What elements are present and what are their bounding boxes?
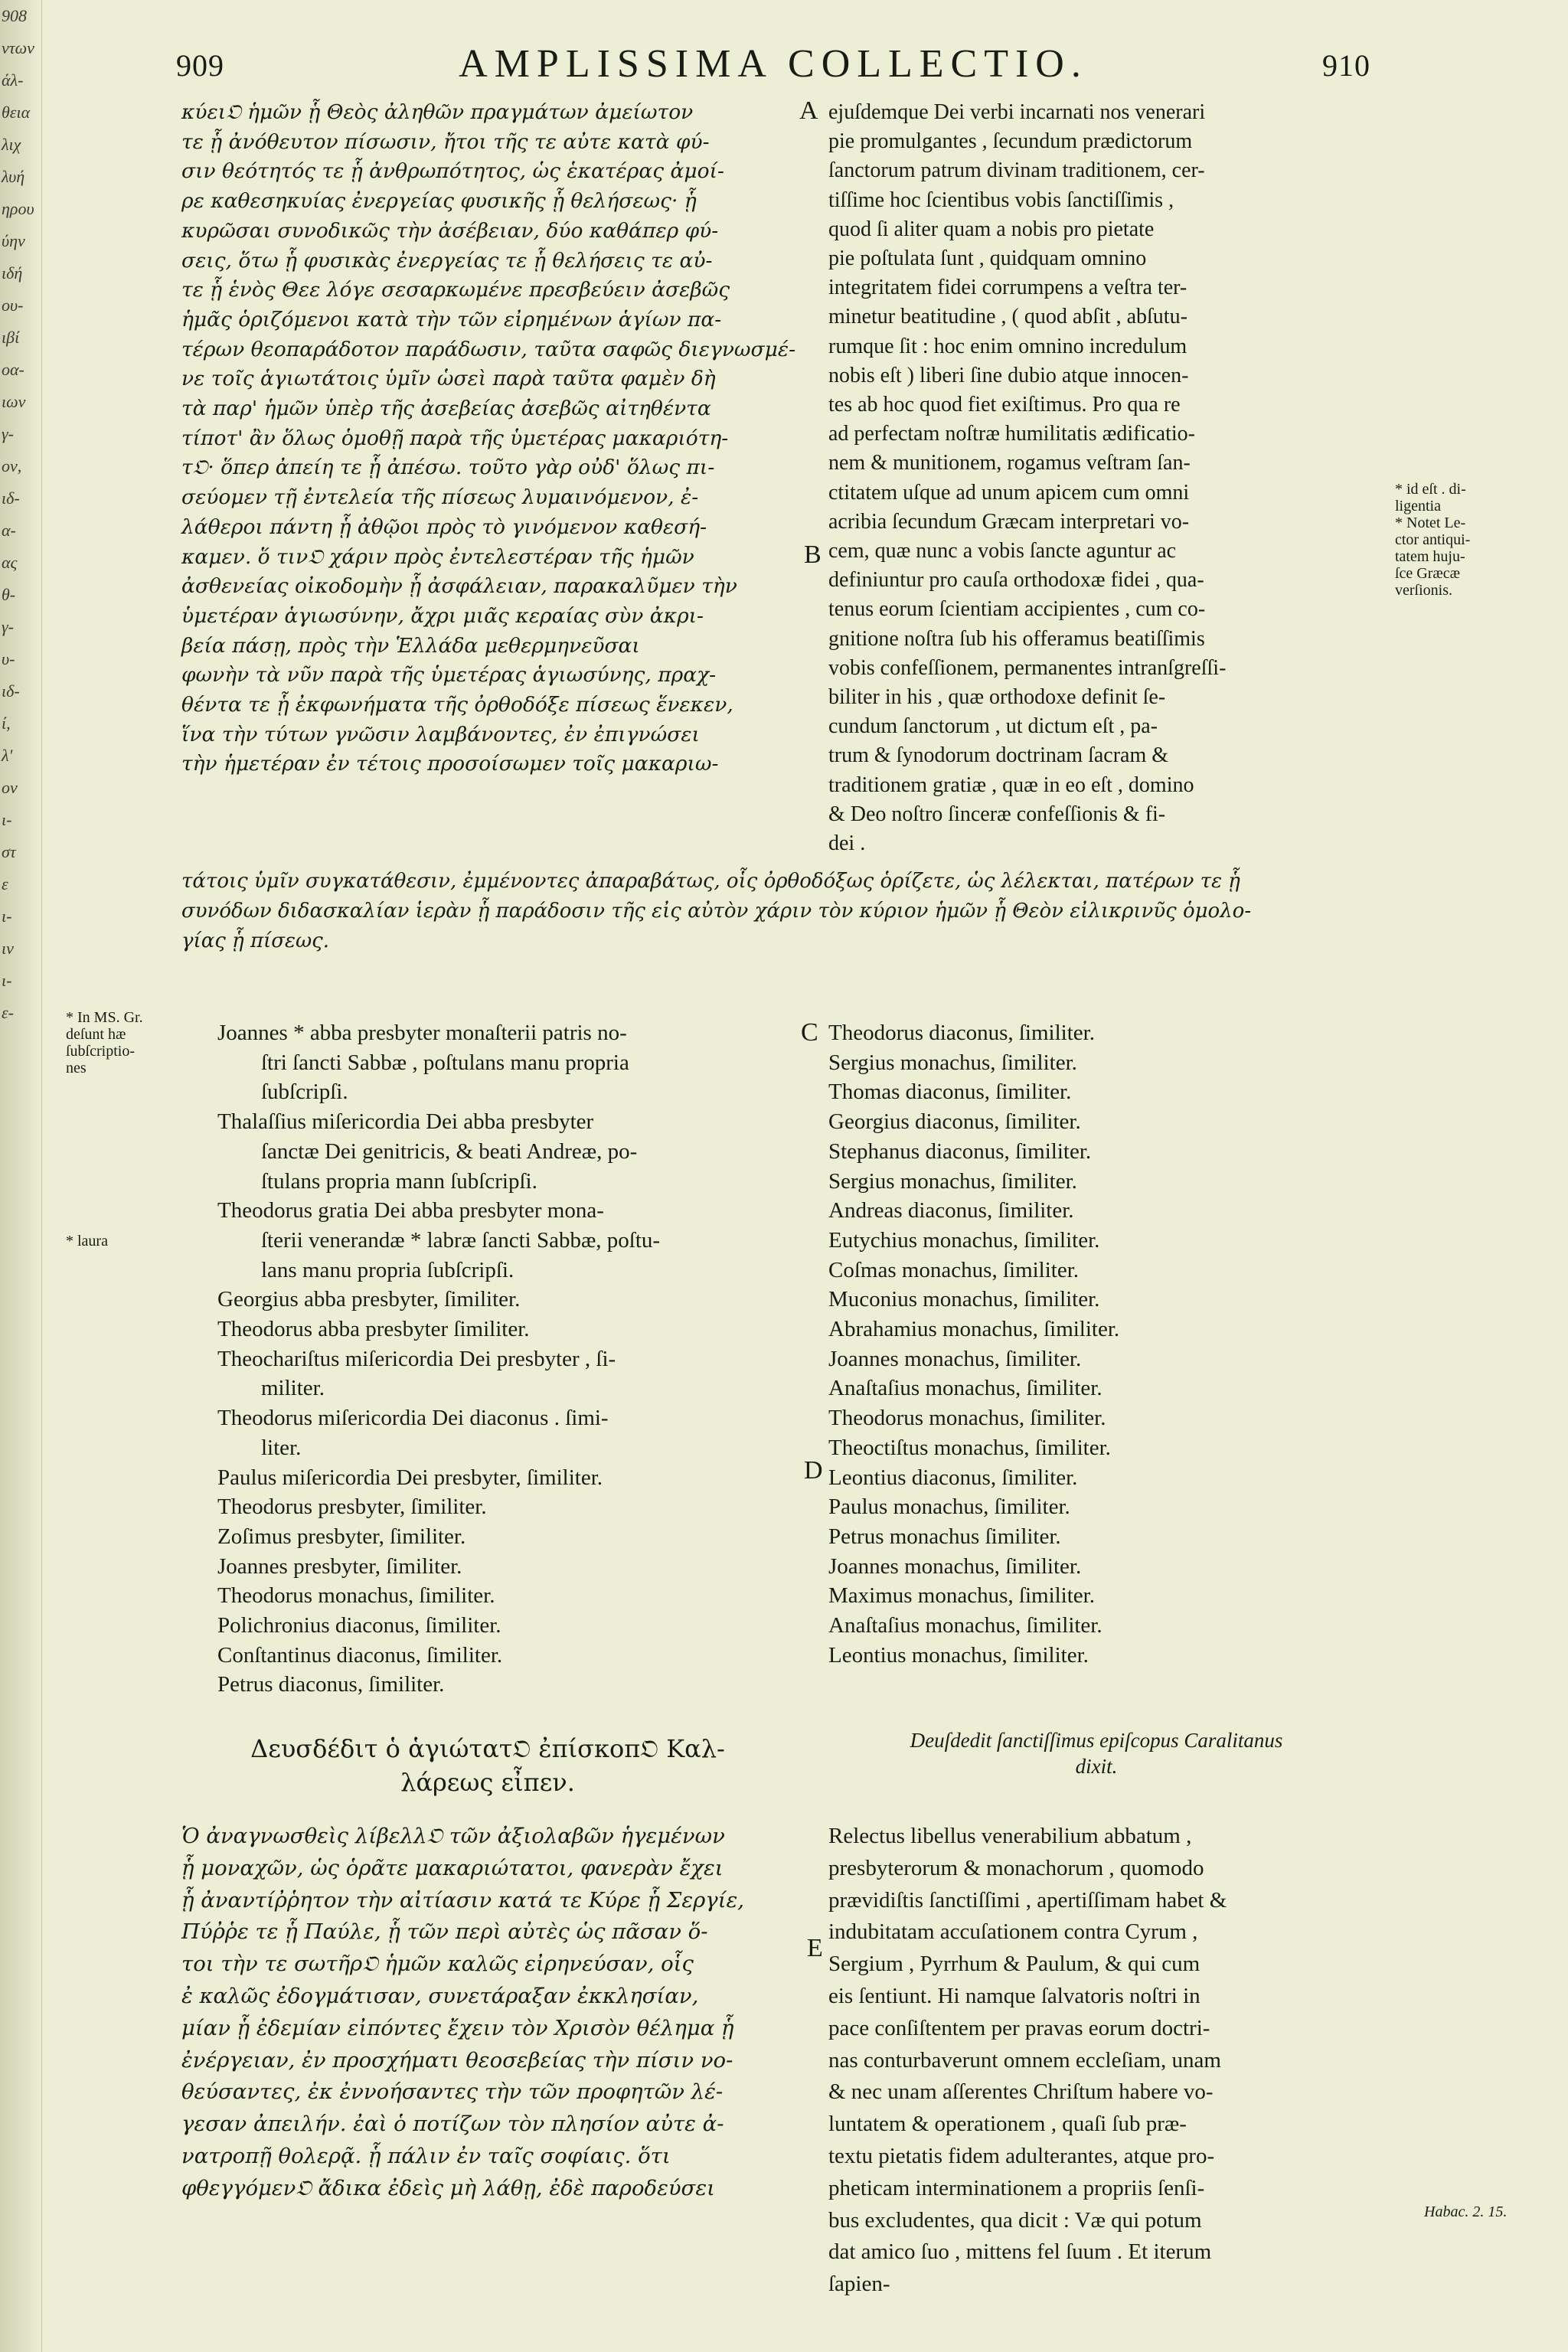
latin-text-line: biliter in his , quæ orthodoxe definit ſe- — [828, 685, 1166, 710]
latin-text-line: nas conturbaverunt omnem eccleſiam, unam — [828, 2047, 1221, 2073]
gutter-fragment: ί, — [2, 714, 11, 733]
margin-note-line: deſunt hæ — [66, 1026, 126, 1043]
latin-text-line: indubitatam accuſationem contra Cyrum , — [828, 1919, 1198, 1945]
latin-text-line: Sergium , Pyrrhum & Paulum, & qui cum — [828, 1952, 1200, 1977]
margin-note-line: * In MS. Gr. — [66, 1009, 143, 1026]
subscription-line: Joannes monachus, ſimiliter. — [828, 1553, 1082, 1579]
gutter-fragment: θεια — [2, 103, 31, 122]
gutter-fragment: ηρου — [2, 199, 34, 218]
page-number-left: 909 — [176, 48, 224, 83]
subscription-line: Theoctiſtus monachus, ſimiliter. — [828, 1435, 1111, 1460]
gutter-fragment: ιδή — [2, 263, 23, 283]
greek-text-line: καμεν. ὅ τιν𝔒 χάριν πρὸς ἐντελεστέραν τῆς ἡμῶν — [181, 544, 694, 569]
greek-text-line: κυρῶσαι συνοδικῶς τὴν ἀσέβειαν, δύο καθάπερ φύ- — [181, 218, 719, 243]
latin-text-line: minetur beatitudine , ( quod abſit , abſutu- — [828, 305, 1187, 329]
greek-text-line: γίας ᾗ πίσεως. — [181, 929, 329, 952]
subscription-line: Paulus miſericordia Dei presbyter, ſimiliter. — [217, 1465, 603, 1490]
subscriptions-left — [217, 1018, 660, 1700]
gutter-fragment: ι- — [2, 971, 12, 990]
subscription-line: lans manu propria ſubſcripſi. — [261, 1257, 514, 1282]
greek-text-line: ρε καθεσηκυίας ἐνεργείας φυσικῆς ᾗ θελήσεως· ᾗ — [181, 189, 697, 214]
greek-text-line: βεία πάσῃ, πρὸς τὴν Ἑλλάδα μεθερμηνεῦσαι — [181, 633, 640, 658]
subscription-line: Georgius diaconus, ſimiliter. — [828, 1109, 1081, 1135]
gutter-fragment: ιων — [2, 392, 26, 411]
running-title: AMPLISSIMA COLLECTIO. — [459, 42, 1088, 86]
subscription-line: Joannes * abba presbyter monaſterii patris no- — [217, 1021, 627, 1045]
latin-text-line: pie promulgantes , ſecundum prædictorum — [828, 129, 1193, 154]
subscription-line: Theodorus presbyter, ſimiliter. — [217, 1494, 487, 1520]
gutter-fragment: άλ- — [2, 70, 24, 90]
subscription-line: Sergius monachus, ſimiliter. — [828, 1050, 1077, 1075]
subscription-line: Georgius abba presbyter, ſimiliter. — [217, 1287, 521, 1312]
latin-heading — [828, 1727, 1364, 1779]
latin-text-line: luntatem & operationem , quaſi ſub præ- — [828, 2112, 1187, 2137]
greek-text-line: συνόδων διδασκαλίαν ἱερὰν ᾗ παράδοσιν τῆς εἰς αὐτὸν χάριν τὸν κύριον ἡμῶν ᾗ Θεὸν εἰλικρινῦς ὁμολο- — [181, 900, 1252, 923]
greek-column-bottom — [181, 1821, 744, 2205]
gutter-fragment: λ' — [2, 746, 13, 765]
subscription-line: Theodorus miſericordia Dei diaconus . ſimi- — [217, 1406, 609, 1431]
gutter-fragment: οα- — [2, 360, 24, 379]
latin-text-line: & nec unam aſſerentes Chriſtum habere vo- — [828, 2079, 1214, 2105]
greek-wide-continuation — [181, 867, 1251, 956]
latin-text-line: presbyterorum & monachorum , quomodo — [828, 1855, 1204, 1880]
page-number-right: 910 — [1322, 48, 1370, 83]
margin-letter-c: C — [801, 1018, 818, 1047]
subscriptions-right — [828, 1018, 1119, 1670]
subscription-line: Anaſtaſius monachus, ſimiliter. — [828, 1613, 1102, 1638]
gutter-fragment: α- — [2, 521, 16, 540]
greek-text-line: σεις, ὅτω ᾗ φυσικὰς ἐνεργείας τε ᾗ θελήσεις τε αὐ- — [181, 248, 713, 273]
margin-note-line: ſce Græcæ — [1395, 565, 1460, 582]
latin-text-line: quod ſi aliter quam a nobis pro pietate — [828, 217, 1155, 241]
gutter-fragment: ι- — [2, 906, 12, 926]
subscription-line: Thomas diaconus, ſimiliter. — [828, 1080, 1072, 1105]
binding-gutter — [0, 0, 42, 2352]
subscription-line: Andreas diaconus, ſimiliter. — [828, 1198, 1074, 1223]
subscription-line: Paulus monachus, ſimiliter. — [828, 1494, 1070, 1520]
greek-text-line: τέρων θεοπαράδοτον παράδωσιν, ταῦτα σαφῶς διεγνωσμέ- — [181, 337, 796, 361]
latin-text-line: pheticam interminationem a propriis ſenſi- — [828, 2175, 1205, 2200]
latin-text-line: dei . — [828, 831, 866, 856]
gutter-fragment: λυή — [2, 167, 25, 186]
latin-text-line: ſapien- — [828, 2272, 890, 2297]
margin-note-laura: * laura — [66, 1233, 108, 1250]
greek-text-line: θέντα τε ᾗ ἐκφωνήματα τῆς ὀρθοδόξε πίσεως ἕνεκεν, — [181, 693, 733, 717]
margin-letter-e: E — [807, 1934, 823, 1962]
greek-text-line: τὰ παρ' ἡμῶν ὑπὲρ τῆς ἀσεβείας ἀσεβῶς αἰτηθέντα — [181, 397, 711, 421]
gutter-fragment: υ- — [2, 649, 15, 668]
subscription-line: Leontius diaconus, ſimiliter. — [828, 1465, 1078, 1490]
greek-text-line: τοι τὴν τε σωτῆρ𝔒 ἡμῶν καλῶς εἰρηνεύσαν, οἷς — [181, 1952, 694, 1977]
subscription-line: Petrus diaconus, ſimiliter. — [217, 1672, 445, 1697]
subscription-line: Leontius monachus, ſimiliter. — [828, 1642, 1089, 1668]
greek-text-line: τε ᾗ ἀνόθευτον πίσωσιν, ἤτοι τῆς τε αὐτε κατὰ φύ- — [181, 129, 710, 154]
subscription-line: Zoſimus presbyter, ſimiliter. — [217, 1524, 466, 1549]
latin-text-line: textu pietatis fidem adulterantes, atque pro- — [828, 2143, 1215, 2168]
margin-letter-a: A — [799, 96, 818, 125]
subscription-line: Stephanus diaconus, ſimiliter. — [828, 1138, 1092, 1164]
latin-text-line: pie poſtulata ſunt , quidquam omnino — [828, 247, 1147, 271]
latin-text-line: Relectus libellus venerabilium abbatum , — [828, 1824, 1192, 1848]
gutter-fragment: ε — [2, 874, 8, 893]
latin-text-line: integritatem fidei corrumpens a veſtra ter- — [828, 276, 1187, 300]
margin-note-line: verſionis. — [1395, 582, 1452, 599]
greek-text-line: ὑμετέραν ἁγιωσύνην, ἄχρι μιᾶς κεραίας σὺν ἀκρι- — [181, 603, 704, 628]
latin-column-bottom — [828, 1821, 1227, 2301]
latin-text-line: cem, quæ nunc a vobis ſancte aguntur ac — [828, 539, 1177, 564]
greek-text-line: τ𝔒· ὅπερ ἀπείη τε ᾗ ἀπέσω. τοῦτο γὰρ οὐδ' ὅλως πι- — [181, 456, 715, 480]
latin-text-line: ctitatem uſque ad unum apicem cum omni — [828, 480, 1190, 505]
latin-text-line: vobis confeſſionem, permanentes intranſgreſſi- — [828, 655, 1227, 680]
greek-text-line: τίποτ' ἂν ὅλως ὁμοθῇ παρὰ τῆς ὑμετέρας μακαριότη- — [181, 426, 729, 450]
subscription-line: Thalaſſius miſericordia Dei abba presbyter — [217, 1109, 594, 1135]
subscription-line: Theochariſtus miſericordia Dei presbyter , ſi- — [217, 1346, 616, 1371]
subscription-line: liter. — [261, 1435, 302, 1460]
gutter-fragment: ιδ- — [2, 488, 20, 508]
subscription-line: Polichronius diaconus, ſimiliter. — [217, 1613, 501, 1638]
latin-text-line: cundum ſanctorum , ut dictum eſt , pa- — [828, 714, 1158, 739]
latin-text-line: tes ab hoc quod fiet exiſtimus. Pro qua re — [828, 393, 1181, 417]
greek-text-line: ᾗ μοναχῶν, ὡς ὁρᾶτε μακαριώτατοι, φανερὰν ἔχει — [181, 1855, 724, 1880]
margin-note-line: nes — [66, 1060, 87, 1076]
gutter-fragment: γ- — [2, 617, 14, 636]
latin-text-line: ad perfectam noſtræ humilitatis ædificatio- — [828, 422, 1195, 446]
greek-text-line: κύει𝔒 ἡμῶν ᾗ Θεὸς ἀληθῶν πραγμάτων ἀμείωτον — [181, 100, 694, 124]
latin-text-line: tenus eorum ſcientiam accipientes , cum co- — [828, 597, 1206, 622]
greek-text-line: ἐνέργειαν, ἐν προσχήματι θεοσεβείας τὴν πίσιν νο- — [181, 2047, 733, 2073]
margin-note-line: * id eſt . di- — [1395, 481, 1466, 498]
greek-text-line: τε ᾗ ἑνὸς Θεε λόγε σεσαρκωμένε πρεσβεύειν ἀσεβῶς — [181, 278, 730, 302]
latin-text-line: ejuſdemque Dei verbi incarnati nos venerari — [828, 100, 1206, 124]
latin-text-line: definiuntur pro cauſa orthodoxæ fidei , qua- — [828, 568, 1204, 593]
gutter-fragment: ον — [2, 778, 18, 797]
subscription-line: Theodorus abba presbyter ſimiliter. — [217, 1317, 530, 1342]
greek-text-line: ἵνα τὴν τύτων γνῶσιν λαμβάνοντες, ἐν ἐπιγνώσει — [181, 722, 700, 746]
subscription-line: Coſmas monachus, ſimiliter. — [828, 1257, 1080, 1282]
subscription-line: Joannes presbyter, ſimiliter. — [217, 1553, 462, 1579]
greek-text-line: γεσαν ἀπειλήν. ἐαὶ ὁ ποτίζων τὸν πλησίον αὐτε ἀ- — [181, 2112, 724, 2137]
greek-text-line: τὴν ἡμετέραν ἐν τέτοις προσοίσωμεν τοῖς μακαριω- — [181, 752, 719, 776]
greek-text-line: ἀσθενείας οἰκοδομὴν ᾗ ἀσφάλειαν, παρακαλῦμεν τὴν — [181, 574, 737, 599]
greek-text-line: Ὁ ἀναγνωσθεὶς λίβελλ𝔒 τῶν ἀξιολαβῶν ἡγεμένων — [181, 1824, 725, 1848]
latin-text-line: prævidiſtis ſanctiſſimi , apertiſſimam habet & — [828, 1887, 1227, 1913]
subscription-line: Theodorus diaconus, ſimiliter. — [828, 1021, 1095, 1045]
subscription-line: Theodorus gratia Dei abba presbyter mona- — [217, 1198, 604, 1223]
gutter-fragment: στ — [2, 842, 16, 861]
latin-text-line: tiſſime hoc ſcientibus vobis ſanctiſſimis , — [828, 188, 1174, 212]
latin-column-top — [828, 98, 1226, 858]
subscription-line: militer. — [261, 1376, 325, 1401]
gutter-fragment: ον, — [2, 456, 22, 475]
greek-text-line: σιν θεότητός τε ᾗ ἀνθρωπότητος, ὡς ἑκατέρας ἀμοί- — [181, 159, 724, 184]
heading-line: dixit. — [1075, 1755, 1118, 1778]
subscription-line: Petrus monachus ſimiliter. — [828, 1524, 1061, 1549]
page-header — [176, 42, 1370, 93]
latin-text-line: eis ſentiunt. Hi namque ſalvatoris noſtri in — [828, 1983, 1200, 2008]
gutter-fragment: ας — [2, 553, 18, 572]
latin-text-line: acribia ſecundum Græcam interpretari vo- — [828, 509, 1190, 534]
gutter-fragment: ύην — [2, 231, 25, 250]
latin-text-line: gnitione noſtra ſub his offeramus beatiſſimis — [828, 626, 1205, 651]
greek-text-line: σεύομεν τῇ ἐντελεία τῆς πίσεως λυμαινόμενον, ἐ- — [181, 485, 699, 510]
gutter-fragment: ι- — [2, 810, 12, 829]
heading-line: λάρεως εἶπεν. — [400, 1768, 575, 1797]
subscription-line: ſterii venerandæ * labræ ſancti Sabbæ, poſtu- — [261, 1227, 661, 1253]
gutter-fragment: γ- — [2, 424, 14, 443]
margin-note-line: ctor antiqui- — [1395, 531, 1471, 548]
margin-letter-b: B — [804, 541, 822, 569]
subscription-line: Sergius monachus, ſimiliter. — [828, 1168, 1077, 1194]
margin-ref-habac: Habac. 2. 15. — [1424, 2203, 1508, 2220]
subscription-line: Anaſtaſius monachus, ſimiliter. — [828, 1376, 1102, 1401]
greek-text-line: τάτοις ὑμῖν συγκατάθεσιν, ἐμμένοντες ἀπαραβάτως, οἷς ὀρθοδόξως ὁρίζετε, ὡς λέλεκται, πατέρων τε ᾗ — [181, 870, 1240, 893]
latin-text-line: nem & munitionem, rogamus veſtram ſan- — [828, 451, 1191, 475]
margin-note-line: tatem huju- — [1395, 548, 1465, 565]
margin-note-line: * Notet Le- — [1395, 514, 1466, 531]
subscription-line: Muconius monachus, ſimiliter. — [828, 1287, 1100, 1312]
greek-text-line: Πύῤῥε τε ᾗ Παύλε, ᾗ τῶν περὶ αὐτὲς ὡς πᾶσαν ὅ- — [181, 1919, 708, 1945]
gutter-fragment: ου- — [2, 296, 24, 315]
subscription-line: ſtulans propria mann ſubſcripſi. — [261, 1168, 537, 1194]
gutter-fragment: θ- — [2, 585, 16, 604]
greek-text-line: ἡμᾶς ὁριζόμενοι κατὰ τὴν τῶν εἰρημένων ἁγίων πα- — [181, 307, 722, 332]
gutter-fragment: ντων — [2, 38, 34, 57]
greek-text-line: ἐ καλῶς ἐδογμάτισαν, συνετάραξαν ἐκκλησίαν, — [181, 1983, 699, 2008]
greek-text-line: φθεγγόμεν𝔒 ἄδικα ἐδεὶς μὴ λάθῃ, ἐδὲ παροδεύσει — [181, 2175, 715, 2200]
latin-text-line: nobis eſt ) liberi ſine dubio atque innocen- — [828, 363, 1189, 387]
latin-text-line: ſanctorum patrum divinam traditionem, cer- — [828, 158, 1205, 183]
latin-text-line: rumque ſit : hoc enim omnino incredulum — [828, 334, 1187, 358]
gutter-fragment: ε- — [2, 1003, 14, 1022]
subscription-line: Eutychius monachus, ſimiliter. — [828, 1227, 1100, 1253]
greek-text-line: ᾗ ἀναντίῤῥητον τὴν αἰτίασιν κατά τε Κύρε ᾗ Σεργίε, — [181, 1887, 744, 1913]
subscription-line: ſtri ſancti Sabbæ , poſtulans manu propria — [261, 1050, 629, 1075]
greek-heading — [181, 1732, 794, 1799]
subscription-line: Theodorus monachus, ſimiliter. — [828, 1406, 1106, 1431]
gutter-fragment: λιχ — [2, 135, 21, 154]
gutter-fragment: ιβί — [2, 328, 20, 347]
subscription-line: Conſtantinus diaconus, ſimiliter. — [217, 1642, 503, 1668]
heading-line: Deuſdedit ſanctiſſimus epiſcopus Caralitanus — [910, 1729, 1283, 1752]
latin-text-line: dat amico ſuo , mittens fel ſuum . Et iterum — [828, 2239, 1212, 2265]
margin-note-diligentia — [1395, 481, 1470, 599]
greek-text-line: νε τοῖς ἁγιωτάτοις ὑμῖν ὡσεὶ παρὰ ταῦτα φαμὲν δὴ — [181, 367, 716, 391]
margin-note-line: ſubſcriptio- — [66, 1043, 135, 1060]
margin-note-line: ligentia — [1395, 498, 1441, 514]
greek-text-line: φωνὴν τὰ νῦν παρὰ τῆς ὑμετέρας ἁγιωσύνης, πραχ- — [181, 663, 717, 688]
margin-note-ms-greek — [66, 1009, 143, 1076]
margin-letter-d: D — [804, 1456, 823, 1485]
subscription-line: Joannes monachus, ſimiliter. — [828, 1346, 1082, 1371]
subscription-line: ſanctæ Dei genitricis, & beati Andreæ, po- — [261, 1138, 638, 1164]
latin-text-line: trum & ſynodorum doctrinam ſacram & — [828, 743, 1169, 768]
latin-text-line: & Deo noſtro ſinceræ confeſſionis & fi- — [828, 802, 1166, 826]
subscription-line: ſubſcripſi. — [261, 1080, 348, 1105]
latin-text-line: pace conſiſtentem per pravas eorum doctri- — [828, 2015, 1210, 2040]
greek-column-top — [181, 98, 795, 779]
latin-text-line: bus excludentes, qua dicit : Væ qui potum — [828, 2207, 1202, 2233]
greek-text-line: νατροπῇ θολερᾷ. ᾗ πάλιν ἐν ταῖς σοφίαις. ὅτι — [181, 2143, 671, 2168]
heading-line: Δευσδέδιτ ὁ ἁγιώτατ𝔒 ἐπίσκοπ𝔒 Καλ- — [250, 1734, 725, 1763]
subscription-line: Abrahamius monachus, ſimiliter. — [828, 1317, 1120, 1342]
gutter-fragment: ιδ- — [2, 681, 20, 701]
latin-text-line: traditionem gratiæ , quæ in eo eſt , domino — [828, 773, 1194, 797]
gutter-fragment: ιν — [2, 939, 14, 958]
subscription-line: Maximus monachus, ſimiliter. — [828, 1583, 1095, 1609]
gutter-fragment: 908 — [2, 6, 27, 25]
greek-text-line: λάθεροι πάντη ᾗ ἀθῷοι πρὸς τὸ γινόμενον καθεσή- — [181, 514, 707, 539]
greek-text-line: θεύσαντες, ἐκ ἐννοήσαντες τὴν τῶν προφητῶν λέ- — [181, 2079, 724, 2105]
subscription-line: Theodorus monachus, ſimiliter. — [217, 1583, 495, 1609]
greek-text-line: μίαν ᾗ ἐδεμίαν εἰπόντες ἔχειν τὸν Χρισὸν θέλημα ᾗ — [181, 2015, 734, 2040]
